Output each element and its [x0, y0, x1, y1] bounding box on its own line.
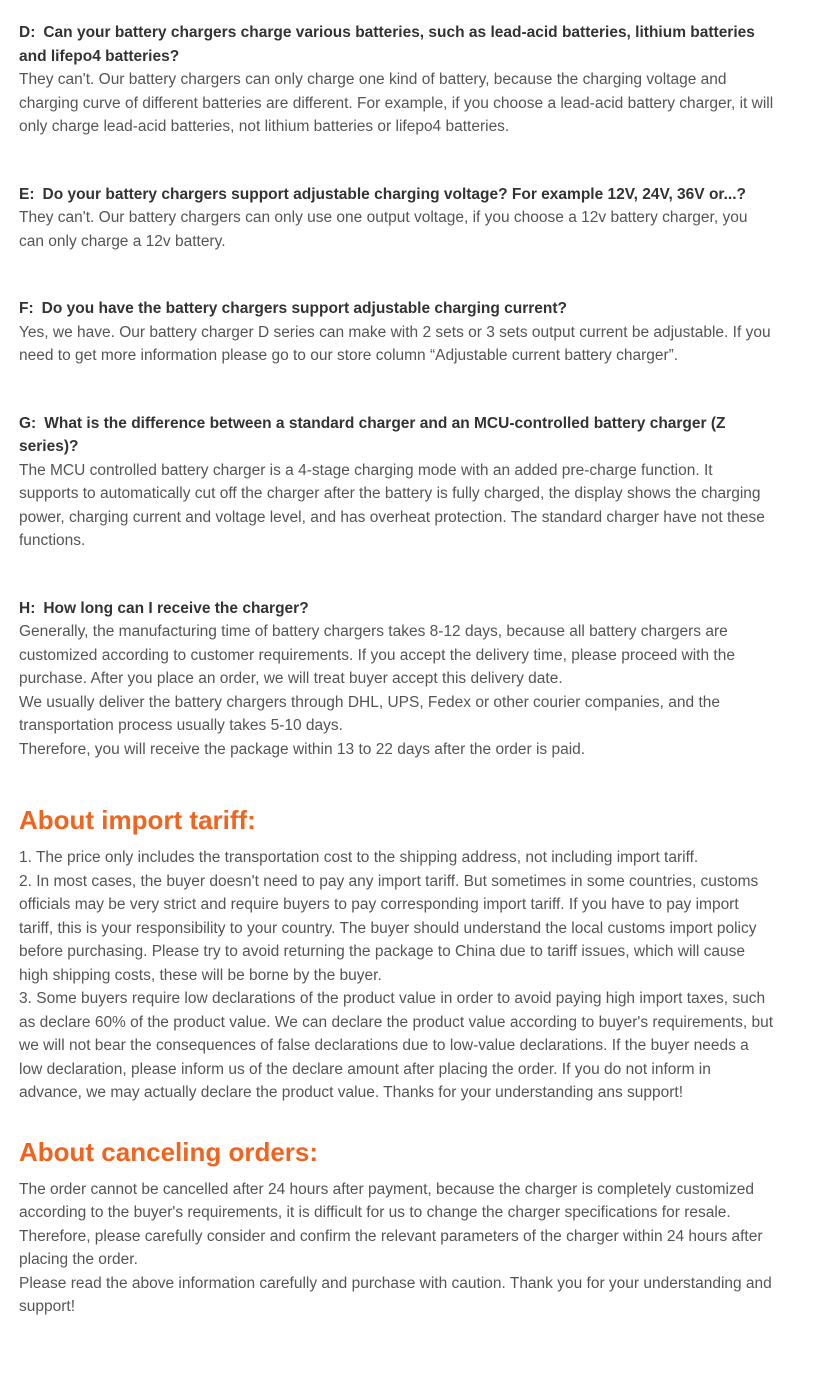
faq-answer	[19, 459, 775, 553]
faq-question	[19, 297, 775, 321]
faq-item-g	[19, 412, 775, 553]
question-text: Can your battery chargers charge various batteries, such as lead-acid batteries, lithium batteries and lifepo4 batteries?	[19, 24, 755, 65]
faq-item-e	[19, 183, 775, 254]
question-text: Do your battery chargers support adjustable charging voltage? For example 12V, 24V, 36V or...?	[42, 185, 746, 203]
question-label: F:	[19, 300, 34, 317]
question-label: G:	[19, 414, 37, 432]
answer-paragraph: Therefore, you will receive the package within 13 to 22 days after the order is paid.	[19, 740, 586, 758]
faq-question	[19, 412, 775, 459]
section-paragraph: 3. Some buyers require low declarations of the product value in order to avoid paying high import taxes, such as declare 60% of the product value. We can declare the product value according to buyer's requirements, but we will not bear the consequences of false declarations due to low-value declarations. If the buyer needs a low declaration, please inform us of the declare amount after placing the order. If you do not inform in advance, we may actually declare the product value. Thanks for your understanding ans support!	[19, 990, 773, 1101]
faq-item-h	[19, 597, 775, 762]
answer-paragraph: They can't. Our battery chargers can only use one output voltage, if you choose a 12v battery charger, you can only charge a 12v battery.	[19, 209, 748, 250]
faq-item-d	[19, 21, 775, 139]
question-label: H:	[19, 599, 36, 617]
answer-paragraph: We usually deliver the battery chargers through DHL, UPS, Fedex or other courier companies, and the transportation process usually takes 5-10 days.	[19, 693, 721, 734]
faq-question	[19, 183, 775, 207]
faq-question	[19, 597, 775, 621]
faq-answer	[19, 68, 775, 139]
section-paragraph: The order cannot be cancelled after 24 hours after payment, because the charger is completely customized according to the buyer's requirements, it is difficult for us to change the charger specifications for resale. Therefore, please carefully consider and confirm the relevant parameters of the charger within 24 hours after placing the order.	[19, 1180, 763, 1268]
section-title: About import tariff:	[19, 805, 256, 835]
section-paragraph: 2. In most cases, the buyer doesn't need to pay any import tariff. But sometimes in some countries, customs officials may be very strict and require buyers to pay corresponding import tariff. If you have to pay import tariff, this is your responsibility to your country. The buyer should understand the local customs import policy before purchasing. Please try to avoid returning the package to China due to tariff issues, which will cause high shipping costs, these will be borne by the buyer.	[19, 872, 759, 984]
answer-paragraph: Generally, the manufacturing time of battery chargers takes 8-12 days, because all battery chargers are customized according to customer requirements. If you accept the delivery time, please proceed with the purchase. After you place an order, we will treat buyer accept this delivery date.	[19, 623, 735, 687]
faq-question	[19, 21, 775, 68]
faq-item-f	[19, 297, 775, 368]
section-title: About canceling orders:	[19, 1136, 319, 1167]
section-paragraph: Please read the above information carefully and purchase with caution. Thank you for your understanding and support!	[19, 1274, 772, 1315]
section-import-tariff	[19, 805, 775, 1105]
question-label: D:	[19, 24, 36, 41]
faq-answer	[19, 206, 775, 253]
section-canceling-orders	[19, 1137, 775, 1319]
answer-paragraph: The MCU controlled battery charger is a 4-stage charging mode with an added pre-charge function. It supports to automatically cut off the charger after the battery is fully charged, the display shows the charging power, charging current and voltage level, and has overheat protection. The standard charger have not these functions.	[19, 461, 765, 549]
answer-paragraph: They can't. Our battery chargers can only charge one kind of battery, because the charging voltage and charging curve of different batteries are different. For example, if you choose a lead-acid battery charger, it will only charge lead-acid batteries, not lithium batteries or lifepo4 batteries.	[19, 71, 774, 135]
section-paragraph: 1. The price only includes the transportation cost to the shipping address, not including import tariff.	[19, 849, 699, 866]
question-text: What is the difference between a standard charger and an MCU-controlled battery charger (Z series)?	[19, 414, 726, 455]
faq-answer	[19, 620, 775, 761]
question-text: Do you have the battery chargers support adjustable charging current?	[41, 300, 568, 317]
answer-paragraph: Yes, we have. Our battery charger D series can make with 2 sets or 3 sets output current be adjustable. If you need to get more information please go to our store column “Adjustable current battery charger”.	[19, 323, 771, 364]
faq-answer	[19, 321, 775, 368]
question-text: How long can I receive the charger?	[43, 599, 309, 617]
question-label: E:	[19, 185, 35, 203]
